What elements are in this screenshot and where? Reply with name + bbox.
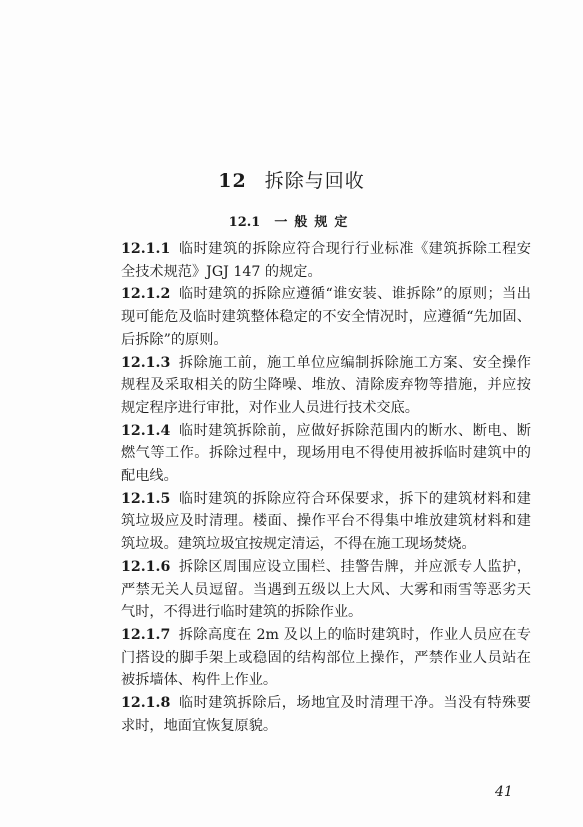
clause-text: 临时建筑的拆除应遵循“谁安装、谁拆除”的原则；当出现可能危及临时建筑整体稳定的不安全情况时，应遵循“先加固、后拆除”的原则。 [121, 286, 531, 348]
clause-number: 12.1.7 [121, 626, 171, 643]
clause-text: 临时建筑拆除后，场地宜及时清理干净。当没有特殊要求时，地面宜恢复原貌。 [121, 695, 531, 734]
clause-12-1-3 [121, 352, 531, 420]
clause-number: 12.1.6 [121, 558, 171, 575]
clause-12-1-2 [121, 283, 531, 351]
clause-number: 12.1.5 [121, 490, 171, 507]
clause-12-1-8 [121, 692, 531, 737]
clause-number: 12.1.2 [121, 286, 171, 303]
chapter-number: 12 [218, 170, 247, 192]
clause-text: 拆除区周围应设立围栏、挂警告牌，并应派专人监护，严禁无关人员逗留。当遇到五级以上大风、大雾和雨雪等恶劣天气时，不得进行临时建筑的拆除作业。 [121, 558, 531, 621]
clause-12-1-5 [121, 488, 531, 556]
clause-list [121, 238, 531, 737]
clause-number: 12.1.1 [121, 241, 171, 257]
section-title-text: 一般规定 [274, 215, 355, 230]
section-number: 12.1 [228, 215, 261, 230]
clause-number: 12.1.8 [121, 695, 171, 712]
clause-text: 临时建筑的拆除应符合环保要求，拆下的建筑材料和建筑垃圾应及时清理。楼面、操作平台不得集中堆放建筑材料和建筑垃圾。建筑垃圾宜按规定清运，不得在施工现场焚烧。 [121, 490, 531, 553]
clause-12-1-7 [121, 624, 531, 692]
chapter-title [0, 166, 583, 193]
clause-text: 临时建筑的拆除应符合现行行业标准《建筑拆除工程安全技术规范》JGJ 147 的规定。 [121, 241, 531, 280]
clause-12-1-4 [121, 420, 531, 488]
clause-text: 临时建筑拆除前，应做好拆除范围内的断水、断电、断燃气等工作。拆除过程中，现场用电不得使用被拆临时建筑中的配电线。 [121, 422, 531, 485]
clause-12-1-1 [121, 238, 531, 283]
chapter-title-text: 拆除与回收 [264, 170, 365, 192]
clause-12-1-6 [121, 556, 531, 624]
clause-number: 12.1.3 [121, 354, 171, 371]
page-number: 41 [495, 784, 513, 800]
section-title [0, 211, 583, 230]
clause-text: 拆除施工前，施工单位应编制拆除施工方案、安全操作规程及采取相关的防尘降噪、堆放、清除废弃物等措施，并应按规定程序进行审批，对作业人员进行技术交底。 [121, 354, 531, 416]
clause-text: 拆除高度在 2m 及以上的临时建筑时，作业人员应在专门搭设的脚手架上或稳固的结构部位上操作，严禁作业人员站在被拆墙体、构件上作业。 [121, 626, 531, 689]
clause-number: 12.1.4 [121, 422, 171, 439]
